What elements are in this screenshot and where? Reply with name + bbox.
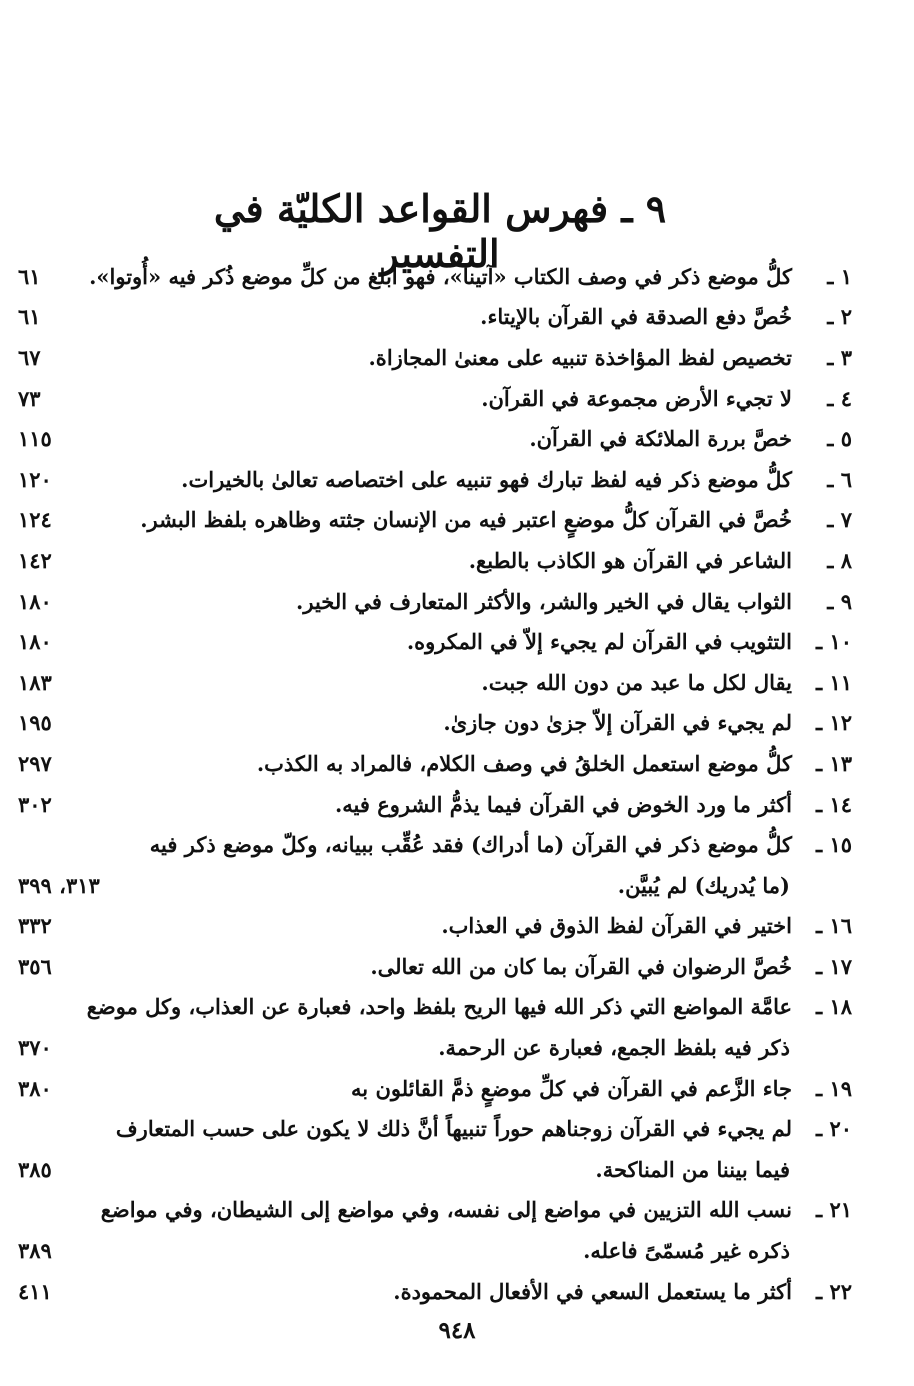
entry-line-text: الشاعر في القرآن هو الكاذب بالطبع. bbox=[468, 547, 792, 573]
entry-text bbox=[18, 589, 852, 614]
entry-line bbox=[18, 621, 852, 662]
entry-number: ١ ـ bbox=[827, 263, 852, 289]
entry-text bbox=[18, 670, 852, 695]
entry-text bbox=[18, 345, 852, 370]
entry-line-text: التثويب في القرآن لم يجيء إلاّ في المكروه. bbox=[406, 629, 792, 655]
entry-number: ٦ ـ bbox=[827, 466, 852, 492]
entry-number: ٢١ ـ bbox=[815, 1197, 852, 1223]
entry-line bbox=[18, 1271, 852, 1312]
entry-text bbox=[18, 1279, 852, 1304]
entry-text bbox=[18, 507, 852, 532]
index-entry bbox=[18, 1068, 852, 1109]
entry-line bbox=[18, 459, 852, 500]
index-entry bbox=[18, 987, 852, 1068]
entry-line-text: ذكره غير مُسمّىً فاعله. bbox=[583, 1238, 790, 1264]
entry-text bbox=[18, 1076, 852, 1101]
entry-line bbox=[18, 1068, 852, 1109]
entry-line-text: كلُّ موضع ذكر في القرآن (ما أدراك) فقد عُقِّب ببيانه، وكلّ موضع ذكر فيه bbox=[149, 832, 792, 858]
index-entry bbox=[18, 621, 852, 662]
index-entry bbox=[18, 662, 852, 703]
entry-line bbox=[18, 662, 852, 703]
index-entry bbox=[18, 1108, 852, 1189]
index-entry bbox=[18, 784, 852, 825]
entry-page-ref: ٣٨٠ bbox=[18, 1075, 52, 1101]
entry-line-text: أكثر ما ورد الخوض في القرآن فيما يذمُّ الشروع فيه. bbox=[334, 791, 792, 817]
entry-page-ref: ٣٠٢ bbox=[18, 791, 52, 817]
index-entry bbox=[18, 540, 852, 581]
entry-number: ٢٢ ـ bbox=[815, 1278, 852, 1304]
entry-line bbox=[18, 743, 852, 784]
entry-page-ref: ٣٥٦ bbox=[18, 953, 52, 979]
entry-text bbox=[18, 751, 852, 776]
entry-page-ref: ٣٨٩ bbox=[18, 1238, 52, 1264]
entry-line bbox=[18, 500, 852, 541]
index-entry bbox=[18, 256, 852, 297]
index-entry bbox=[18, 906, 852, 947]
entry-page-ref: ٤١١ bbox=[18, 1278, 52, 1304]
entry-number: ١٨ ـ bbox=[815, 994, 852, 1020]
entry-line bbox=[18, 703, 852, 744]
index-entry bbox=[18, 459, 852, 500]
entry-line-text: ذكر فيه بلفظ الجمع، فعبارة عن الرحمة. bbox=[438, 1035, 790, 1061]
entry-text bbox=[0, 264, 852, 289]
index-entry bbox=[18, 378, 852, 419]
entry-text bbox=[18, 304, 852, 329]
entry-text bbox=[18, 1157, 852, 1182]
entry-page-ref: ٦٧ bbox=[18, 344, 41, 370]
entry-line-text: كلُّ موضع ذكر في وصف الكتاب «آتينا»، فهو أبلغ من كلِّ موضع ذُكر فيه «أُوتوا». bbox=[89, 263, 792, 289]
index-entry bbox=[18, 500, 852, 541]
index-entry bbox=[18, 337, 852, 378]
entry-page-ref: ٢٩٧ bbox=[18, 750, 52, 776]
page-title: ٩ ـ فهرس القواعد الكليّة في التفسير bbox=[213, 186, 667, 276]
entry-page-ref: ١٨٠ bbox=[18, 588, 52, 614]
entry-line bbox=[18, 824, 852, 865]
index-entry bbox=[18, 297, 852, 338]
entry-page-ref: ١٢٠ bbox=[18, 466, 52, 492]
entry-line bbox=[18, 1108, 852, 1149]
entry-page-ref: ٣١٣، ٣٩٩ bbox=[18, 872, 100, 898]
entry-text bbox=[18, 629, 852, 654]
entry-line bbox=[18, 906, 852, 947]
entry-line-text: يقال لكل ما عبد من دون الله جبت. bbox=[481, 669, 792, 695]
entry-line-text: نسب الله التزيين في مواضع إلى نفسه، وفي مواضع إلى الشيطان، وفي مواضع bbox=[100, 1197, 792, 1223]
entry-text bbox=[18, 1238, 852, 1263]
entry-text bbox=[18, 386, 852, 411]
entry-number: ١٩ ـ bbox=[815, 1075, 852, 1101]
entry-line bbox=[18, 256, 852, 297]
entry-number: ٧ ـ bbox=[827, 507, 852, 533]
entry-line-text: فيما بيننا من المناكحة. bbox=[595, 1156, 790, 1182]
entry-text bbox=[18, 913, 852, 938]
entry-text bbox=[18, 954, 852, 979]
entry-text bbox=[18, 873, 852, 898]
entry-number: ١٧ ـ bbox=[815, 953, 852, 979]
entry-text bbox=[18, 792, 852, 817]
index-entry bbox=[18, 703, 852, 744]
entry-line-text: اختير في القرآن لفظ الذوق في العذاب. bbox=[441, 913, 792, 939]
entry-line-text: كلُّ موضع استعمل الخلقُ في وصف الكلام، فالمراد به الكذب. bbox=[256, 750, 792, 776]
entry-page-ref: ١٨٣ bbox=[18, 669, 52, 695]
entry-page-ref: ١٩٥ bbox=[18, 710, 52, 736]
entry-line-text: عامَّة المواضع التي ذكر الله فيها الريح بلفظ واحد، فعبارة عن العذاب، وكل موضع bbox=[86, 994, 792, 1020]
entry-text bbox=[6, 1116, 852, 1141]
entry-page-ref: ١٢٤ bbox=[18, 507, 52, 533]
entry-page-ref: ١٤٢ bbox=[18, 547, 52, 573]
entry-text bbox=[18, 710, 852, 735]
entry-page-ref: ٣٨٥ bbox=[18, 1156, 52, 1182]
index-entry bbox=[18, 418, 852, 459]
entry-line-text: تخصيص لفظ المؤاخذة تنبيه على معنىٰ المجازاة. bbox=[368, 344, 792, 370]
entry-line bbox=[18, 540, 852, 581]
entry-line bbox=[18, 1149, 852, 1190]
entry-text bbox=[18, 548, 852, 573]
index-entry bbox=[18, 743, 852, 784]
entry-number: ٩ ـ bbox=[827, 588, 852, 614]
entry-line-text: جاء الزَّعم في القرآن في كلِّ موضعٍ ذمَّ القائلون به bbox=[351, 1075, 792, 1101]
entry-line bbox=[18, 784, 852, 825]
entry-line bbox=[18, 987, 852, 1028]
entry-text bbox=[0, 994, 852, 1019]
index-entry bbox=[18, 1190, 852, 1271]
entry-text bbox=[18, 832, 852, 857]
entry-line-text: خصَّ بررة الملائكة في القرآن. bbox=[529, 426, 792, 452]
entry-line bbox=[18, 337, 852, 378]
entry-page-ref: ٦١ bbox=[18, 304, 41, 330]
entry-line-text: أكثر ما يستعمل السعي في الأفعال المحمودة. bbox=[393, 1278, 792, 1304]
entry-line bbox=[18, 1190, 852, 1231]
entry-number: ١٥ ـ bbox=[815, 832, 852, 858]
entry-number: ٤ ـ bbox=[827, 385, 852, 411]
entry-line-text: (ما يُدريك) لم يُبيَّن. bbox=[617, 872, 790, 898]
entry-line-text: خُصَّ دفع الصدقة في القرآن بالإيتاء. bbox=[480, 304, 792, 330]
entry-number: ٥ ـ bbox=[827, 426, 852, 452]
entry-line-text: لم يجيء في القرآن إلاّ جزىٰ دون جازىٰ. bbox=[443, 710, 792, 736]
entry-line-text: الثواب يقال في الخير والشر، والأكثر المتعارف في الخير. bbox=[296, 588, 792, 614]
entry-line-text: خُصَّ الرضوان في القرآن بما كان من الله تعالى. bbox=[370, 953, 792, 979]
entry-line bbox=[18, 865, 852, 906]
entry-text bbox=[0, 1197, 852, 1222]
index-entries bbox=[0, 256, 914, 1311]
entry-page-ref: ٣٣٢ bbox=[18, 913, 52, 939]
index-entry bbox=[18, 1271, 852, 1312]
entry-line-text: لا تجيء الأرض مجموعة في القرآن. bbox=[481, 385, 792, 411]
entry-page-ref: ١١٥ bbox=[18, 426, 52, 452]
entry-number: ٢ ـ bbox=[827, 304, 852, 330]
entry-page-ref: ١٨٠ bbox=[18, 629, 52, 655]
entry-line bbox=[18, 946, 852, 987]
entry-page-ref: ٧٣ bbox=[18, 385, 41, 411]
entry-line-text: لم يجيء في القرآن زوجناهم حوراً تنبيهاً أنَّ ذلك لا يكون على حسب المتعارف bbox=[115, 1116, 792, 1142]
entry-number: ١٣ ـ bbox=[815, 750, 852, 776]
index-entry bbox=[18, 581, 852, 622]
entry-number: ٨ ـ bbox=[827, 547, 852, 573]
index-entry bbox=[18, 946, 852, 987]
entry-text bbox=[18, 467, 852, 492]
entry-line bbox=[18, 418, 852, 459]
entry-line bbox=[18, 297, 852, 338]
entry-number: ٢٠ ـ bbox=[815, 1116, 852, 1142]
entry-line bbox=[18, 378, 852, 419]
entry-number: ١٠ ـ bbox=[815, 629, 852, 655]
entry-page-ref: ٣٧٠ bbox=[18, 1035, 52, 1061]
entry-line bbox=[18, 581, 852, 622]
entry-line-text: خُصَّ في القرآن كلُّ موضعٍ اعتبر فيه من الإنسان جثته وظاهره بلفظ البشر. bbox=[140, 507, 792, 533]
entry-number: ١٤ ـ bbox=[815, 791, 852, 817]
page-number: ٩٤٨ bbox=[438, 1317, 476, 1344]
entry-text bbox=[18, 426, 852, 451]
entry-line bbox=[18, 1027, 852, 1068]
entry-number: ٣ ـ bbox=[827, 344, 852, 370]
entry-number: ١٦ ـ bbox=[815, 913, 852, 939]
entry-number: ١٢ ـ bbox=[815, 710, 852, 736]
entry-text bbox=[18, 1035, 852, 1060]
entry-number: ١١ ـ bbox=[815, 669, 852, 695]
entry-page-ref: ٦١ bbox=[18, 263, 41, 289]
entry-line-text: كلُّ موضع ذكر فيه لفظ تبارك فهو تنبيه على اختصاصه تعالىٰ بالخيرات. bbox=[181, 466, 792, 492]
entry-line bbox=[18, 1230, 852, 1271]
index-entry bbox=[18, 824, 852, 905]
